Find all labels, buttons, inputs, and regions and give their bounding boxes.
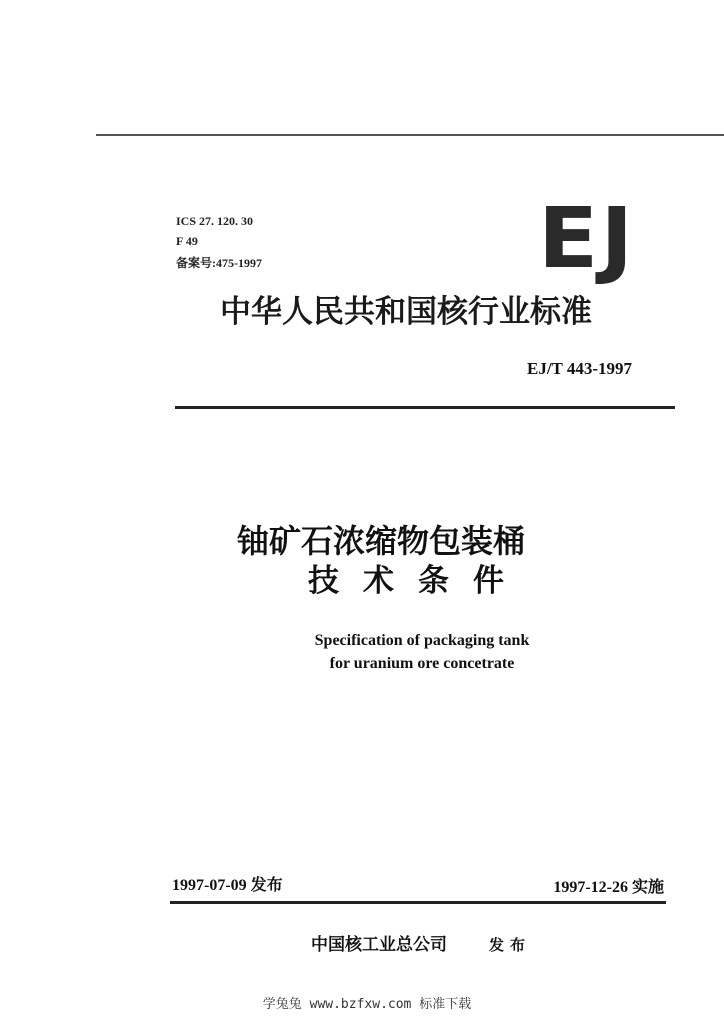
ics-code: ICS 27. 120. 30 <box>176 214 254 228</box>
filing-number: 备案号:475-1997 <box>176 256 262 270</box>
publisher-name: 中国核工业总公司 <box>311 935 447 955</box>
bottom-rule <box>170 901 666 904</box>
title-chinese-line1: 铀矿石浓缩物包装桶 <box>236 522 525 560</box>
title-chinese-line2: 技术条件 <box>308 563 528 599</box>
footer-watermark: 学兔兔 www.bzfxw.com 标准下载 <box>262 997 472 1012</box>
header-rule <box>175 406 675 409</box>
issue-date: 1997-07-09 发布 <box>172 877 283 894</box>
standard-code: EJ/T 443-1997 <box>526 359 632 378</box>
classification-code: F 49 <box>176 234 198 248</box>
ej-logo: EJ <box>538 189 636 287</box>
standard-organization: 中华人民共和国核行业标准 <box>220 294 592 330</box>
top-rule <box>96 134 724 136</box>
publish-label: 发布 <box>489 936 532 954</box>
title-english-line2: for uranium ore concetrate <box>329 655 515 672</box>
title-english-line1: Specification of packaging tank <box>314 632 530 649</box>
implementation-date: 1997-12-26 实施 <box>553 879 664 896</box>
